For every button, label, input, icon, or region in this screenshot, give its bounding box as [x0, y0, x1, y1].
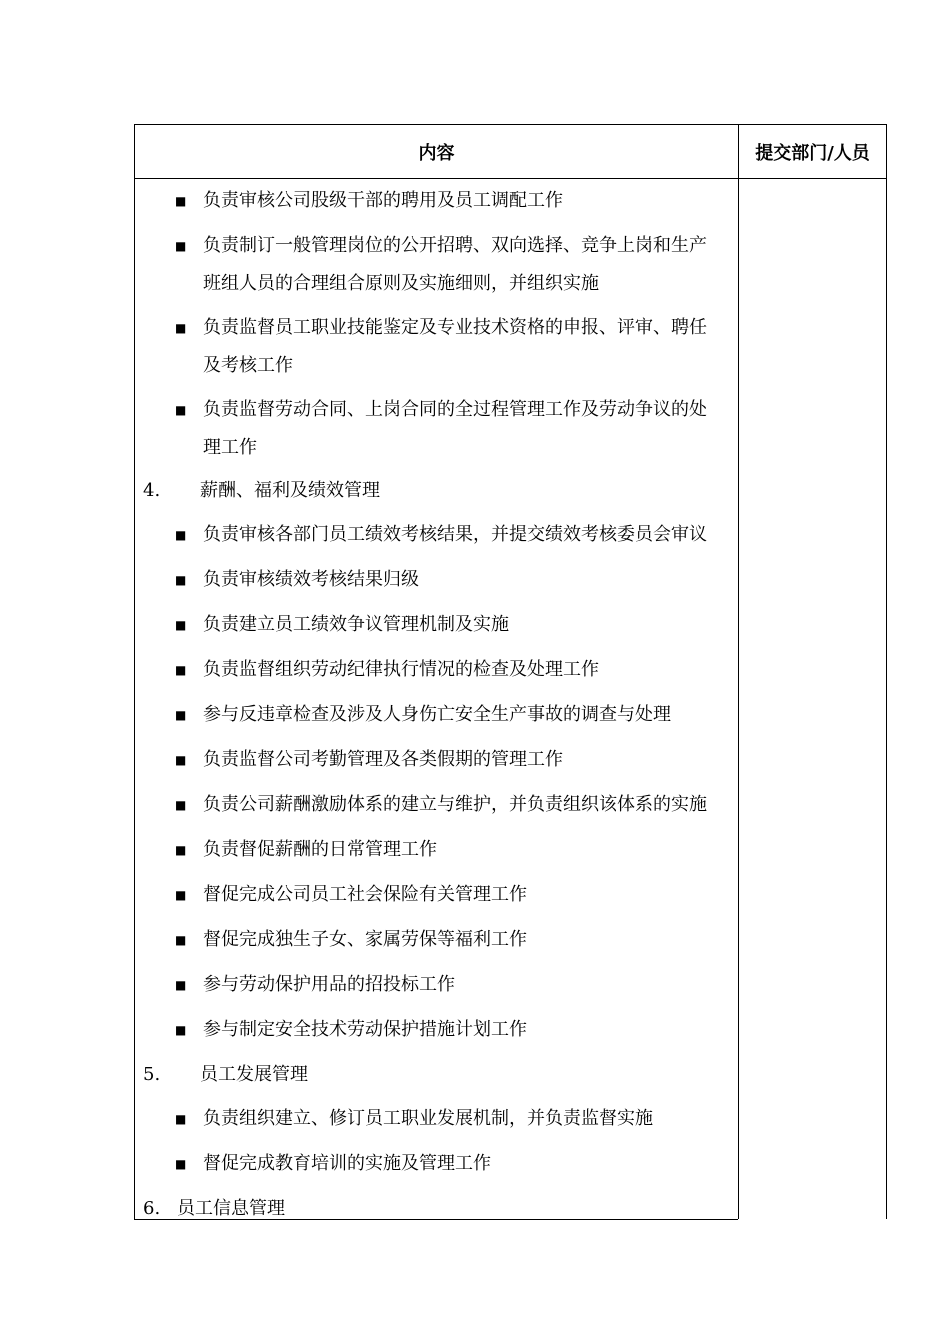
- header-content: 内容: [418, 142, 455, 164]
- bullet-icon: ■: [175, 1157, 187, 1171]
- list-item-line: 参与制定安全技术劳动保护措施计划工作: [203, 1019, 527, 1040]
- bullet-icon: ■: [175, 933, 187, 947]
- list-item-line: 参与反违章检查及涉及人身伤亡安全生产事故的调查与处理: [203, 704, 671, 725]
- list-item-text: [203, 1011, 733, 1049]
- list-item-text: [203, 391, 733, 467]
- list-item-text: [203, 516, 733, 554]
- table-right-border: [886, 124, 887, 1219]
- list-item-line: 负责监督组织劳动纪律执行情况的检查及处理工作: [203, 659, 599, 680]
- list-item-text: [203, 1145, 733, 1183]
- list-item-text: [203, 741, 733, 779]
- list-item-line: 负责建立员工绩效争议管理机制及实施: [203, 614, 509, 635]
- bullet-icon: ■: [175, 753, 187, 767]
- bullet-icon: ■: [175, 888, 187, 902]
- list-item-text: [203, 1100, 733, 1138]
- section-title: 员工发展管理: [200, 1064, 308, 1085]
- list-item-line: 负责监督劳动合同、上岗合同的全过程管理工作及劳动争议的处: [203, 399, 707, 420]
- list-item-line: 参与劳动保护用品的招投标工作: [203, 974, 455, 995]
- section-title: 员工信息管理: [177, 1198, 285, 1219]
- list-item-line: 负责审核绩效考核结果归级: [203, 569, 419, 590]
- list-item-text: [203, 786, 733, 824]
- section-number: 5.: [143, 1064, 161, 1085]
- list-item-text: [203, 876, 733, 914]
- list-item-text: [203, 966, 733, 1004]
- list-item-line: 负责审核公司股级干部的聘用及员工调配工作: [203, 190, 563, 211]
- bullet-icon: ■: [175, 798, 187, 812]
- list-item-text: [203, 831, 733, 869]
- bullet-icon: ■: [175, 1023, 187, 1037]
- section-number: 4.: [143, 480, 161, 501]
- list-item-text: [203, 921, 733, 959]
- list-item-line: 督促完成教育培训的实施及管理工作: [203, 1153, 491, 1174]
- list-item-line: 督促完成独生子女、家属劳保等福利工作: [203, 929, 527, 950]
- header-submitter: 提交部门/人员: [755, 142, 870, 164]
- section-number: 6.: [143, 1198, 161, 1219]
- list-item-text: [203, 227, 733, 303]
- table-left-border: [134, 124, 135, 1219]
- bullet-icon: ■: [175, 239, 187, 253]
- table-header-bottom: [134, 178, 887, 179]
- list-item-line: 负责监督公司考勤管理及各类假期的管理工作: [203, 749, 563, 770]
- list-item-line: 及考核工作: [203, 355, 293, 376]
- list-item-text: [203, 182, 733, 220]
- list-item-line: 班组人员的合理组合原则及实施细则，并组织实施: [203, 273, 599, 294]
- bullet-icon: ■: [175, 978, 187, 992]
- list-item-text: [203, 309, 733, 385]
- list-item-text: [203, 606, 733, 644]
- bullet-icon: ■: [175, 663, 187, 677]
- list-item-text: [203, 696, 733, 734]
- list-item-line: 督促完成公司员工社会保险有关管理工作: [203, 884, 527, 905]
- list-item-line: 负责组织建立、修订员工职业发展机制，并负责监督实施: [203, 1108, 653, 1129]
- bullet-icon: ■: [175, 528, 187, 542]
- table-column-divider: [738, 124, 739, 1219]
- bullet-icon: ■: [175, 194, 187, 208]
- list-item-line: 负责审核各部门员工绩效考核结果，并提交绩效考核委员会审议: [203, 524, 707, 545]
- list-item-line: 负责监督员工职业技能鉴定及专业技术资格的申报、评审、聘任: [203, 317, 707, 338]
- list-item-text: [203, 561, 733, 599]
- bullet-icon: ■: [175, 573, 187, 587]
- bullet-icon: ■: [175, 843, 187, 857]
- list-item-line: 负责公司薪酬激励体系的建立与维护，并负责组织该体系的实施: [203, 794, 707, 815]
- section-title: 薪酬、福利及绩效管理: [200, 480, 380, 501]
- bullet-icon: ■: [175, 618, 187, 632]
- list-item-line: 负责督促薪酬的日常管理工作: [203, 839, 437, 860]
- bullet-icon: ■: [175, 403, 187, 417]
- bullet-icon: ■: [175, 321, 187, 335]
- bullet-icon: ■: [175, 708, 187, 722]
- list-item-line: 理工作: [203, 437, 257, 458]
- list-item-text: [203, 651, 733, 689]
- bullet-icon: ■: [175, 1112, 187, 1126]
- list-item-line: 负责制订一般管理岗位的公开招聘、双向选择、竞争上岗和生产: [203, 235, 707, 256]
